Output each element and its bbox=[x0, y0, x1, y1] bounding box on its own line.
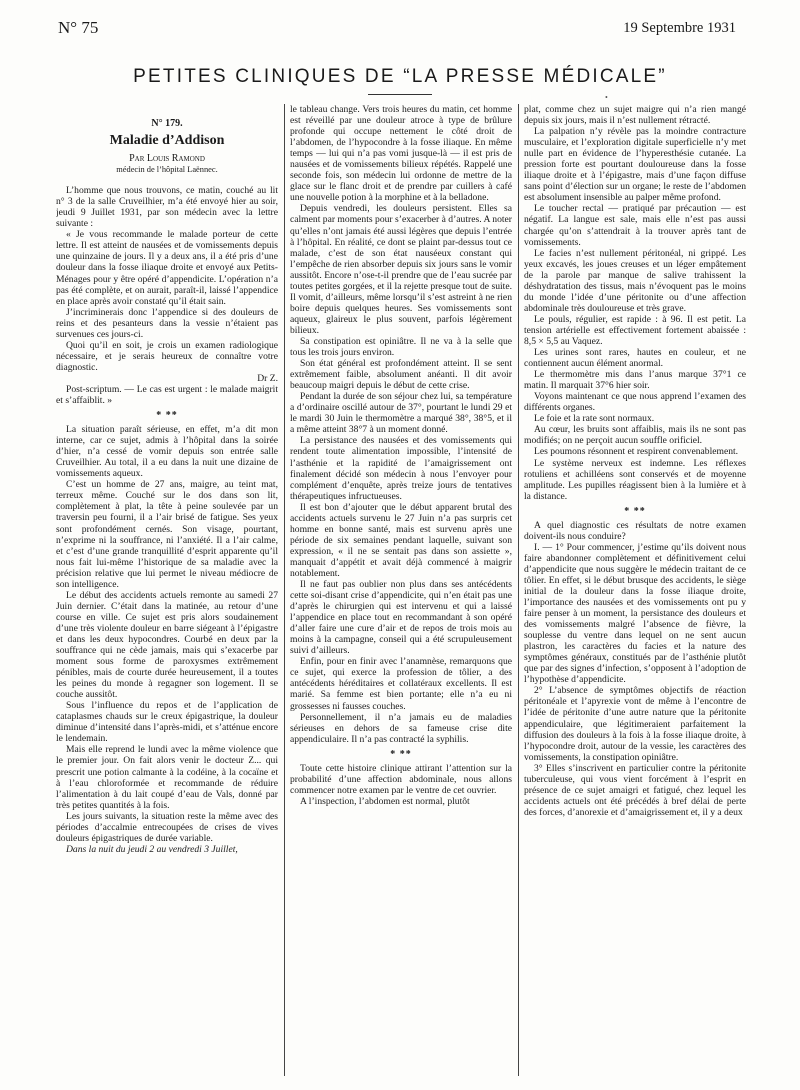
column-2 bbox=[290, 104, 512, 1076]
column-divider bbox=[518, 104, 519, 1076]
paragraph: Les poumons résonnent et respirent convenablement. bbox=[534, 446, 739, 458]
paragraph: Les jours suivants, la situation reste la même avec des périodes d’accalmie entrecoupées de crises de vives douleurs épigastriques de durée variable. bbox=[56, 810, 278, 844]
section-separator: * ** bbox=[624, 505, 646, 517]
paragraph: J’incriminerais donc l’appendice si des douleurs de reins et des pesanteurs dans la vessie n’étaient pas survenues ces jours-ci. bbox=[56, 306, 278, 340]
page-number: N° 75 bbox=[58, 18, 99, 37]
article-title: Maladie d’Addison bbox=[109, 133, 225, 149]
paragraph: Le début des accidents actuels remonte au samedi 27 Juin dernier. C’était dans la matinée, au retour d’une course en ville. Ce sujet est pris alors soudainement d’une très violente douleur en barre siégeant à l’épigastre et dans les deux hypocondres. Courbé en deux par la souffrance qui ne cède jamais, mais qui s’exacerbe par moment sous forme de paroxysmes extrêmement pénibles, mais de courte durée heureusement, il a toutes les peines du monde à regagner son logement. Il se couche aussitôt. bbox=[56, 589, 278, 701]
paragraph: Le foie et la rate sont normaux. bbox=[534, 413, 655, 425]
page-header bbox=[58, 18, 736, 46]
paragraph: Post-scriptum. — Le cas est urgent : le malade maigrit et s’affaiblit. » bbox=[56, 383, 278, 407]
paragraph: le tableau change. Vers trois heures du matin, cet homme est réveillé par une douleur atroce à type de brûlure profonde qui occupe nettement le côté droit de l’abdomen, de l’hypocondre à la fosse iliaque. En même temps — lui qui n’a pas vomi jusque-là — il est pris de nausées et de vomissements bilieux répétés. Rappelé une seconde fois, son médecin lui ordonne de mettre de la glace sur le flanc droit et de prendre par cuillers à café une nouvelle potion à la morphine et à la belladone. bbox=[290, 104, 512, 204]
paragraph: Mais elle reprend le lundi avec la même violence que le premier jour. On fait alors venir le docteur Z... qui prescrit une potion calmante à la codéine, à la cocaïne et à l’eau chloroformée et recommande de réduire l’alimentation à du lait coupé d’eau de Vals, donné par très petites quantités à la fois. bbox=[56, 744, 278, 811]
paragraph: La palpation n’y révèle pas la moindre contracture musculaire, et l’exploration digitale superficielle n’y met nulle part en évidence de l’hyperesthésie cutanée. La pression forte est pourtant douloureuse dans la fosse iliaque droite et à l’épigastre, mais d’une façon diffuse sans point d’élection sur un organe; le reste de l’abdomen est absolument insensible au palper même profond. bbox=[524, 126, 746, 204]
letter-signature: Dr Z. bbox=[257, 372, 278, 384]
paragraph: Il est bon d’ajouter que le début apparent brutal des accidents actuels survenu le 27 Juin n’a pas surpris cet homme en bonne santé, mais est survenu après une période de six semaines pendant laquelle, suivant son expression, « il ne se sentait pas dans son assiette », manquait d’appétit et avait déjà commencé à maigrir notablement. bbox=[290, 501, 512, 579]
paragraph: Le pouls, régulier, est rapide : à 96. Il est petit. La tension artérielle est effectivement fortement abaissée : 8,5 × 5,5 au Vaquez. bbox=[524, 313, 746, 347]
paragraph: Personnellement, il n’a jamais eu de maladies sérieuses en dehors de sa fameuse crise dite appendiculaire. Il n’a pas contracté la syphilis. bbox=[290, 711, 512, 745]
paragraph: Sa constipation est opiniâtre. Il ne va à la selle que tous les trois jours environ. bbox=[290, 335, 512, 359]
article-columns bbox=[56, 104, 748, 1076]
paragraph: Son état général est profondément atteint. Il se sent extrêmement faible, absolument anéanti. Il dit avoir beaucoup maigri depuis le début de cette crise. bbox=[290, 358, 512, 392]
paragraph: Toute cette histoire clinique attirant l’attention sur la probabilité d’une affection abdominale, nous allons commencer notre examen par le ventre de cet ouvrier. bbox=[290, 762, 512, 796]
column-1 bbox=[56, 118, 278, 1090]
paragraph: « Je vous recommande le malade porteur de cette lettre. Il est atteint de nausées et de vomissements depuis une quinzaine de jours. Il y a deux ans, il a été pris d’une douleur dans la fosse iliaque droite et envoyé aux Petits-Ménages pour y être opéré d’appendicite. L’opération n’a pas été complète, et on aurait, paraît-il, laissé l’appendice en place après avoir constaté qu’il était sain. bbox=[56, 229, 278, 307]
paragraph: Quoi qu’il en soit, je crois un examen radiologique nécessaire, et je serais heureux de connaître votre diagnostic. bbox=[56, 339, 278, 373]
paragraph: Au cœur, les bruits sont affaiblis, mais ils ne sont pas modifiés; on ne perçoit aucun souffle orificiel. bbox=[524, 424, 746, 447]
paragraph: La persistance des nausées et des vomissements qui rendent toute alimentation impossible, l’intensité de l’asthénie et la rapidité de l’amaigrissement ont finalement décidé son médecin à nous l’envoyer pour complément d’enquête, après treize jours de tentatives thérapeutiques infructueuses. bbox=[290, 435, 512, 502]
paragraph: Enfin, pour en finir avec l’anamnèse, remarquons que ce sujet, qui exerce la profession de tôlier, a des antécédents héréditaires et collatéraux excellents. Il est marié. Sa femme est bien portante; elle n’a eu ni grossesses ni fausses couches. bbox=[290, 656, 512, 712]
issue-date: 19 Septembre 1931 bbox=[623, 20, 736, 36]
paragraph: Dans la nuit du jeudi 2 au vendredi 3 Juillet, bbox=[66, 843, 238, 855]
paragraph: La situation paraît sérieuse, en effet, m’a dit mon interne, car ce sujet, admis à l’hôpital dans la soirée d’hier, n’a cessé de vomir depuis son entrée salle Cruveilhier. Au total, il a eu dans la nuit une dizaine de vomissements aqueux. bbox=[56, 424, 278, 480]
paragraph: Le thermomètre mis dans l’anus marque 37°1 ce matin. Il marquait 37°6 hier soir. bbox=[524, 369, 746, 392]
paragraph: A l’inspection, l’abdomen est normal, plutôt bbox=[300, 795, 470, 807]
section-separator: * ** bbox=[390, 748, 412, 760]
paragraph: Il ne faut pas oublier non plus dans ses antécédents cette soi-disant crise d’appendicite, qui n’en était pas une d’après le chirurgien qui est intervenu et qui a laissé l’appendice en place tout en recommandant à son opéré d’aller faire une cure d’air et de repos de trois mois au moins à la campagne, conseil qui a été scrupuleusement suivi d’ailleurs. bbox=[290, 579, 512, 657]
paragraph: Sous l’influence du repos et de l’application de cataplasmes chauds sur le creux épigastrique, la douleur diminue d’intensité dans l’après-midi, et s’atténue encore le lendemain. bbox=[56, 700, 278, 745]
title-rule bbox=[368, 94, 432, 95]
paragraph: Depuis vendredi, les douleurs persistent. Elles sa calment par moments pour s’exacerber à d’autres. A noter qu’elles n’ont jamais été aussi légères que depuis l’entrée à l’hôpital. En réalité, ce dont se plaint par-dessus tout ce malade, c’est de son état nauséeux constant qui l’empêche de rien absorber depuis six jours sans le vomir aussitôt. Encore n’ose-t-il prendre que de l’eau sucrée par toutes petites gorgées, et il la rejette presque tout de suite. Il vomit, d’ailleurs, même lorsqu’il s’est astreint à ne rien boire depuis quelques heures. Ses vomissements sont aqueux, glaireux le plus souvent, parfois légèrement bilieux. bbox=[290, 203, 512, 336]
decorative-dot: • bbox=[605, 93, 608, 102]
paragraph: C’est un homme de 27 ans, maigre, au teint mat, terreux même. Couché sur le dos dans son lit, complètement à plat, la tête à peine soulevée par un traversin peu fourni, il a l’air brisé de fatigue. Ses yeux sont profondément cernés. Son visage, pourtant, n’exprime ni la souffrance, ni l’anxiété. Il a l’air calme, et c’est d’une grande tranquillité d’esprit apparente qu’il nous fait lui-même l’historique de sa maladie avec la précision relative que lui permet le niveau médiocre de son intelligence. bbox=[56, 479, 278, 590]
paragraph: 3° Elles s’inscrivent en particulier contre la péritonite tuberculeuse, qui vous vient forcément à l’esprit en présence de ce sujet amaigri et fatigué, chez lequel les accidents actuels ont été précédés à bref délai de perte des forces, d’anorexie et d’amaigrissement et, il y a deux bbox=[524, 762, 746, 818]
paragraph: Les urines sont rares, hautes en couleur, et ne contiennent aucun élément anormal. bbox=[524, 347, 746, 370]
paragraph: Le système nerveux est indemne. Les réflexes rotuliens et achilléens sont conservés et de moyenne amplitude. Les pupilles réagissent bien à la lumière et à la distance. bbox=[524, 457, 746, 502]
paragraph: L’homme que nous trouvons, ce matin, couché au lit n° 3 de la salle Cruveilhier, m’a été envoyé hier au soir, jeudi 9 Juillet 1931, par son médecin avec la lettre suivante : bbox=[56, 185, 278, 230]
article-number: N° 179. bbox=[151, 118, 183, 129]
paragraph: A quel diagnostic ces résultats de notre examen doivent-ils nous conduire? bbox=[524, 519, 746, 542]
column-divider bbox=[284, 104, 285, 1076]
article-author: Par Louis Ramond bbox=[129, 153, 205, 165]
article-affiliation: médecin de l’hôpital Laënnec. bbox=[116, 165, 218, 175]
paragraph: plat, comme chez un sujet maigre qui n’a rien mangé depuis six jours, mais il n’est nullement rétracté. bbox=[524, 104, 746, 127]
paragraph: Voyons maintenant ce que nous apprend l’examen des différents organes. bbox=[524, 391, 746, 414]
paragraph: 2° L’absence de symptômes objectifs de réaction péritonéale et l’apyrexie vont de même à l’encontre de l’idée de péritonite d’une autre nature que la péritonite appendiculaire, que légitimeraient parfaitement la diffusion des douleurs à la fois à la fosse iliaque droite, à l’hypocondre droit, autour de la vessie, les caractères des vomissements, la constipation opiniâtre. bbox=[524, 685, 746, 763]
paragraph: Le facies n’est nullement péritonéal, ni grippé. Les yeux excavés, les joues creuses et un léger empâtement de la parole par manque de salive trahissent la déshydratation des tissus, mais n’évoquent pas le moins du monde l’idée d’une péritonite ou d’une affection abdominale très douloureuse et très grave. bbox=[524, 247, 746, 314]
paragraph: I. — 1° Pour commencer, j’estime qu’ils doivent nous faire abandonner complètement et définitivement celui d’appendicite que nous suggère le médecin traitant de ce tôlier. En effet, si le début brusque des accidents, le siège initial de la douleur dans la fosse iliaque droite, l’importance des nausées et des vomissements ont pu y faire penser à un moment, la persistance des douleurs et des vomissements malgré l’absence de fièvre, la souplesse du ventre dans lequel on ne sent aucun plastron, les caractères du facies et la nature des symptômes généraux, constitués par de l’asthénie plutôt que par des signes d’infection, s’opposent à l’adoption de l’hypothèse d’appendicite. bbox=[524, 541, 746, 686]
journal-title: PETITES CLINIQUES DE “LA PRESSE MÉDICALE” bbox=[133, 66, 667, 87]
section-separator: * ** bbox=[156, 410, 178, 422]
paragraph: Le toucher rectal — pratiqué par précaution — est négatif. La langue est sale, mais elle n’est pas aussi chargée qu’on s’attendrait à la trouver après tant de vomissements. bbox=[524, 203, 746, 248]
paragraph: Pendant la durée de son séjour chez lui, sa température a d’ordinaire oscillé autour de 37°, pourtant le lundi 29 et le mardi 30 Juin le thermomètre a marqué 38°, 38°5, et il a même atteint 38°7 à un moment donné. bbox=[290, 391, 512, 436]
column-3 bbox=[524, 104, 746, 1076]
